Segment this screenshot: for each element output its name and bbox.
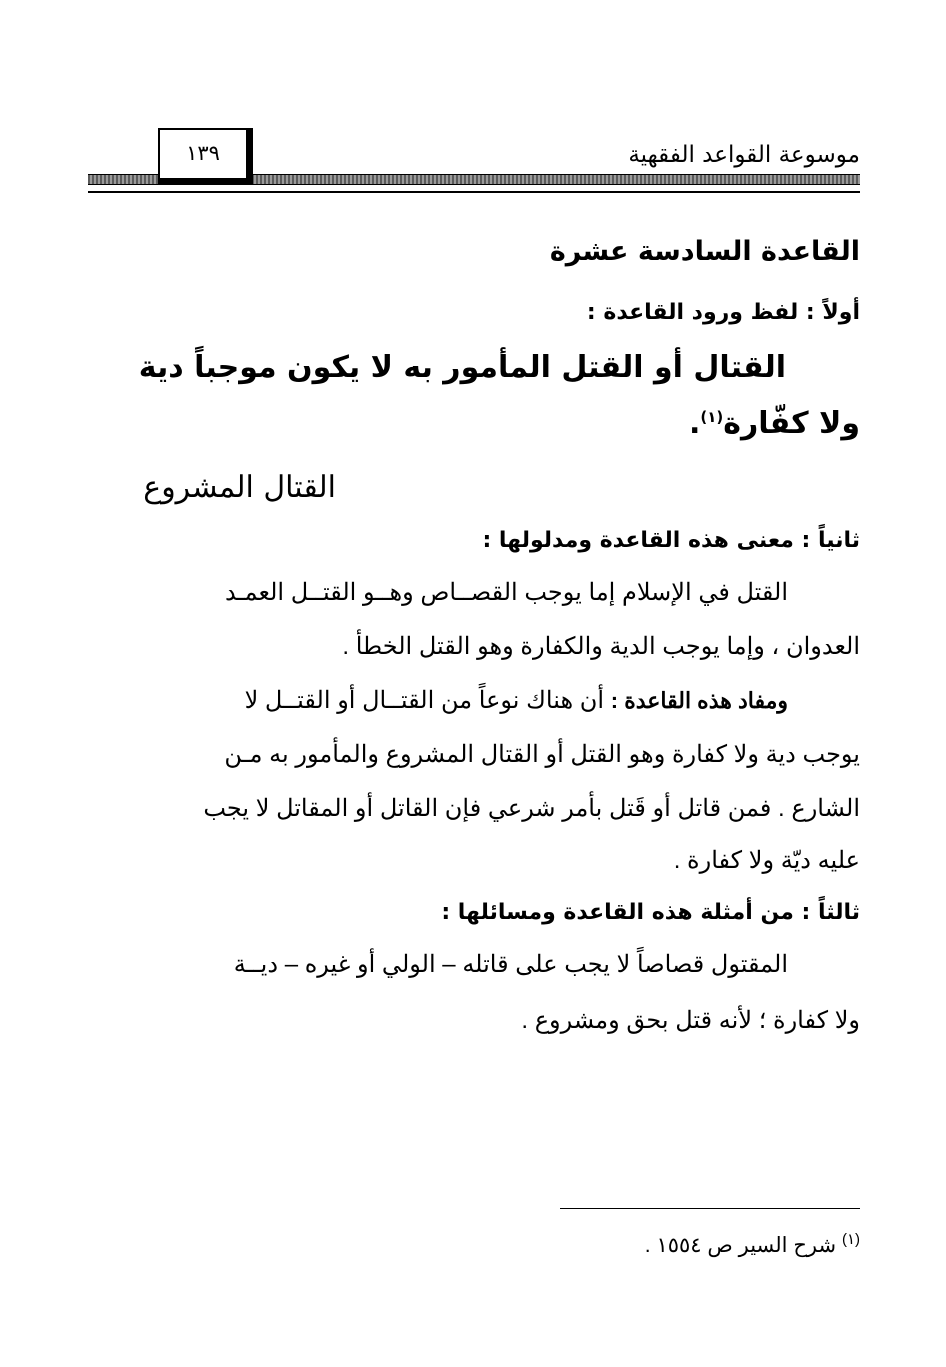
footnote-text: شرح السير ص ١٥٥٤ .	[644, 1234, 837, 1257]
handwritten-note: القتال المشروع	[143, 470, 336, 505]
page-header	[88, 128, 860, 198]
rule-statement-line2	[689, 406, 860, 441]
section3-heading: ثالثاً : من أمثلة هذه القاعدة ومسائلها :	[441, 900, 860, 925]
rule-title: القاعدة السادسة عشرة	[549, 236, 860, 267]
section2-para2-line4: عليه ديّة ولا كفارة .	[673, 847, 860, 874]
section1-heading: أولاً : لفظ ورود القاعدة :	[586, 300, 860, 325]
section3-para1-line2: ولا كفارة ؛ لأنه قتل بحق ومشروع .	[521, 1007, 860, 1034]
rule-statement-end: .	[689, 406, 701, 441]
section2-para2-line1	[245, 686, 788, 715]
footnote-marker: (١)	[841, 1231, 860, 1248]
footnote-ref: (١)	[700, 408, 724, 426]
rule-statement-line2-text: ولا كفّارة	[723, 406, 860, 441]
rule-statement-line1: القتال أو القتل المأمور به لا يكون موجباً دية	[138, 350, 786, 385]
section2-para1-line2: العدوان ، وإما يوجب الدية والكفارة وهو القتل الخطأ .	[342, 633, 860, 660]
section2-para1-line1	[86, 578, 860, 607]
section3-para1-line1: المقتول قصاصاً لا يجب على قاتله – الولي أو غيره – ديــة	[233, 951, 788, 978]
footnote	[645, 1230, 860, 1258]
section2-heading: ثانياً : معنى هذه القاعدة ومدلولها :	[482, 528, 860, 553]
section2-para2-line2: يوجب دية ولا كفارة وهو القتل أو القتال المشروع والمأمور به مـن	[224, 741, 860, 768]
book-title: موسوعة القواعد الفقهية	[628, 142, 860, 168]
page-number: ١٣٩	[158, 128, 253, 185]
section2-para2-line1-rest: أن هناك نوعاً من القتــال أو القتــل لا	[244, 687, 605, 714]
section2-para1-line1-text: القتل في الإسلام إما يوجب القصــاص وهــو القتــل العمـد	[224, 579, 788, 606]
header-rule-thin	[88, 191, 860, 193]
section2-para2-lead: ومفاد هذه القاعدة :	[610, 688, 788, 713]
footnote-rule	[560, 1208, 860, 1209]
section2-para2-line3: الشارع . فمن قاتل أو قَتل بأمر شرعي فإن القاتل أو المقاتل لا يجب	[203, 795, 860, 822]
